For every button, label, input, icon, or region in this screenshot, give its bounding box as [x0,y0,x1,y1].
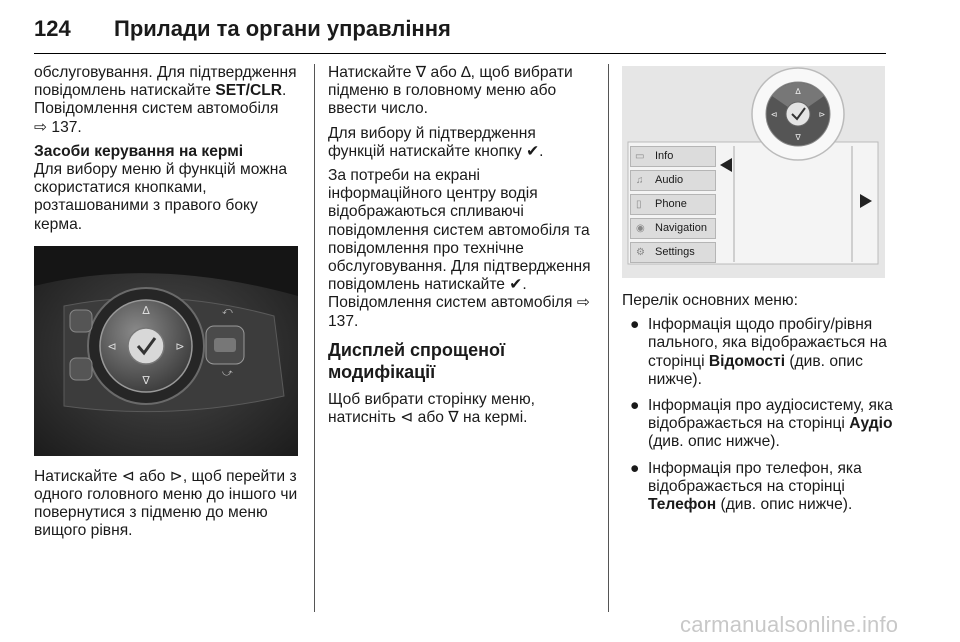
page-title: Прилади та органи управління [114,16,451,41]
column-1 [34,64,302,547]
bullet-icon: ● [630,459,640,477]
menu-list [622,316,894,514]
display-screen-image [622,66,885,278]
svg-text:⤻: ⤻ [222,367,233,379]
bullet-icon: ● [630,397,640,415]
screen-menu [630,146,716,263]
subheading-steering-controls: Засоби керування на кермі [34,142,244,160]
paragraph: Для вибору й підтвердження функцій натискайте кнопку ✔. [328,124,544,160]
svg-text:⊲: ⊲ [770,110,778,119]
paragraph: обслуговування. Для підтвердження повідомлень натискайте SET/CLR. [34,64,297,100]
menu-item-info[interactable]: ▭ Info [630,146,716,167]
paragraph-ref: За потреби на екрані інформаційного центру водія відображаються спливаючі повідомлення систем автомобіля та повідомлення про технічне обслуговування. Для підтвердження повідомлень натискайте ✔. Повідомлення систем автомобіля ⇨ 137. [328,167,591,330]
page-ref-icon: ⇨ [34,118,52,136]
paragraph-ref: Повідомлення систем автомобіля ⇨ 137. [34,100,279,136]
music-note-icon: ♫ [636,175,644,186]
svg-text:∆: ∆ [795,87,801,96]
column-3 [622,64,894,522]
page-number: 124 [34,16,71,41]
page-ref-link[interactable]: 137. [51,118,82,136]
svg-text:∇: ∇ [142,373,150,387]
page-header [34,14,886,54]
column-divider [608,64,609,612]
compass-icon: ◉ [636,223,645,234]
bullet-icon: ● [630,316,640,334]
section-heading: Дисплей спрощеної модифікації [328,339,506,382]
menu-item-settings[interactable]: ⚙ Settings [630,242,716,263]
car-icon: ▭ [635,151,645,162]
list-item: ● Інформація про аудіосистему, яка відображається на сторінці Аудіо (див. опис нижче). [630,397,893,451]
steering-wheel-image [34,246,298,456]
menu-item-navigation[interactable]: ◉ Navigation [630,218,716,239]
phone-icon: ▯ [636,199,642,210]
watermark: carmanualsonline.info [680,612,899,637]
page-ref-icon: ⇨ [576,294,590,312]
list-intro: Перелік основних меню: [622,292,798,309]
column-divider [314,64,315,612]
menu-item-phone[interactable]: ▯ Phone [630,194,716,215]
gear-icon: ⚙ [636,247,645,258]
svg-text:⊳: ⊳ [818,110,826,119]
list-item: ● Інформація про телефон, яка відображається на сторінці Телефон (див. опис нижче). [630,459,862,514]
paragraph: Для вибору меню й функцій можна скористатися кнопками, розташованими з правого боку керма. [34,161,287,233]
paragraph: Щоб вибрати сторінку меню, натисніть ⊲ або ∇ на кермі. [328,390,536,427]
svg-text:∆: ∆ [142,303,150,317]
page-ref-link[interactable]: 137. [328,312,359,330]
svg-text:∇: ∇ [795,133,801,142]
svg-text:⊳: ⊳ [175,339,185,353]
paragraph: Натискайте ∇ або ∆, щоб вибрати підменю в головному меню або ввести число. [328,64,573,118]
set-clr-label: SET/CLR [215,82,283,100]
paragraph: Натискайте ⊲ або ⊳, щоб перейти з одного головного меню до іншого чи повернутися з підменю до меню вищого рівня. [34,467,298,540]
svg-text:⊲: ⊲ [107,339,117,353]
steering-wheel-illustration [34,246,298,456]
list-item: ● Інформація щодо пробігу/рівня пального, яка відображається на сторінці Відомості (див. опис нижче). [630,316,887,388]
svg-text:⤺: ⤺ [222,305,233,317]
menu-item-audio[interactable]: ♫ Audio [630,170,716,191]
column-2 [328,64,596,433]
